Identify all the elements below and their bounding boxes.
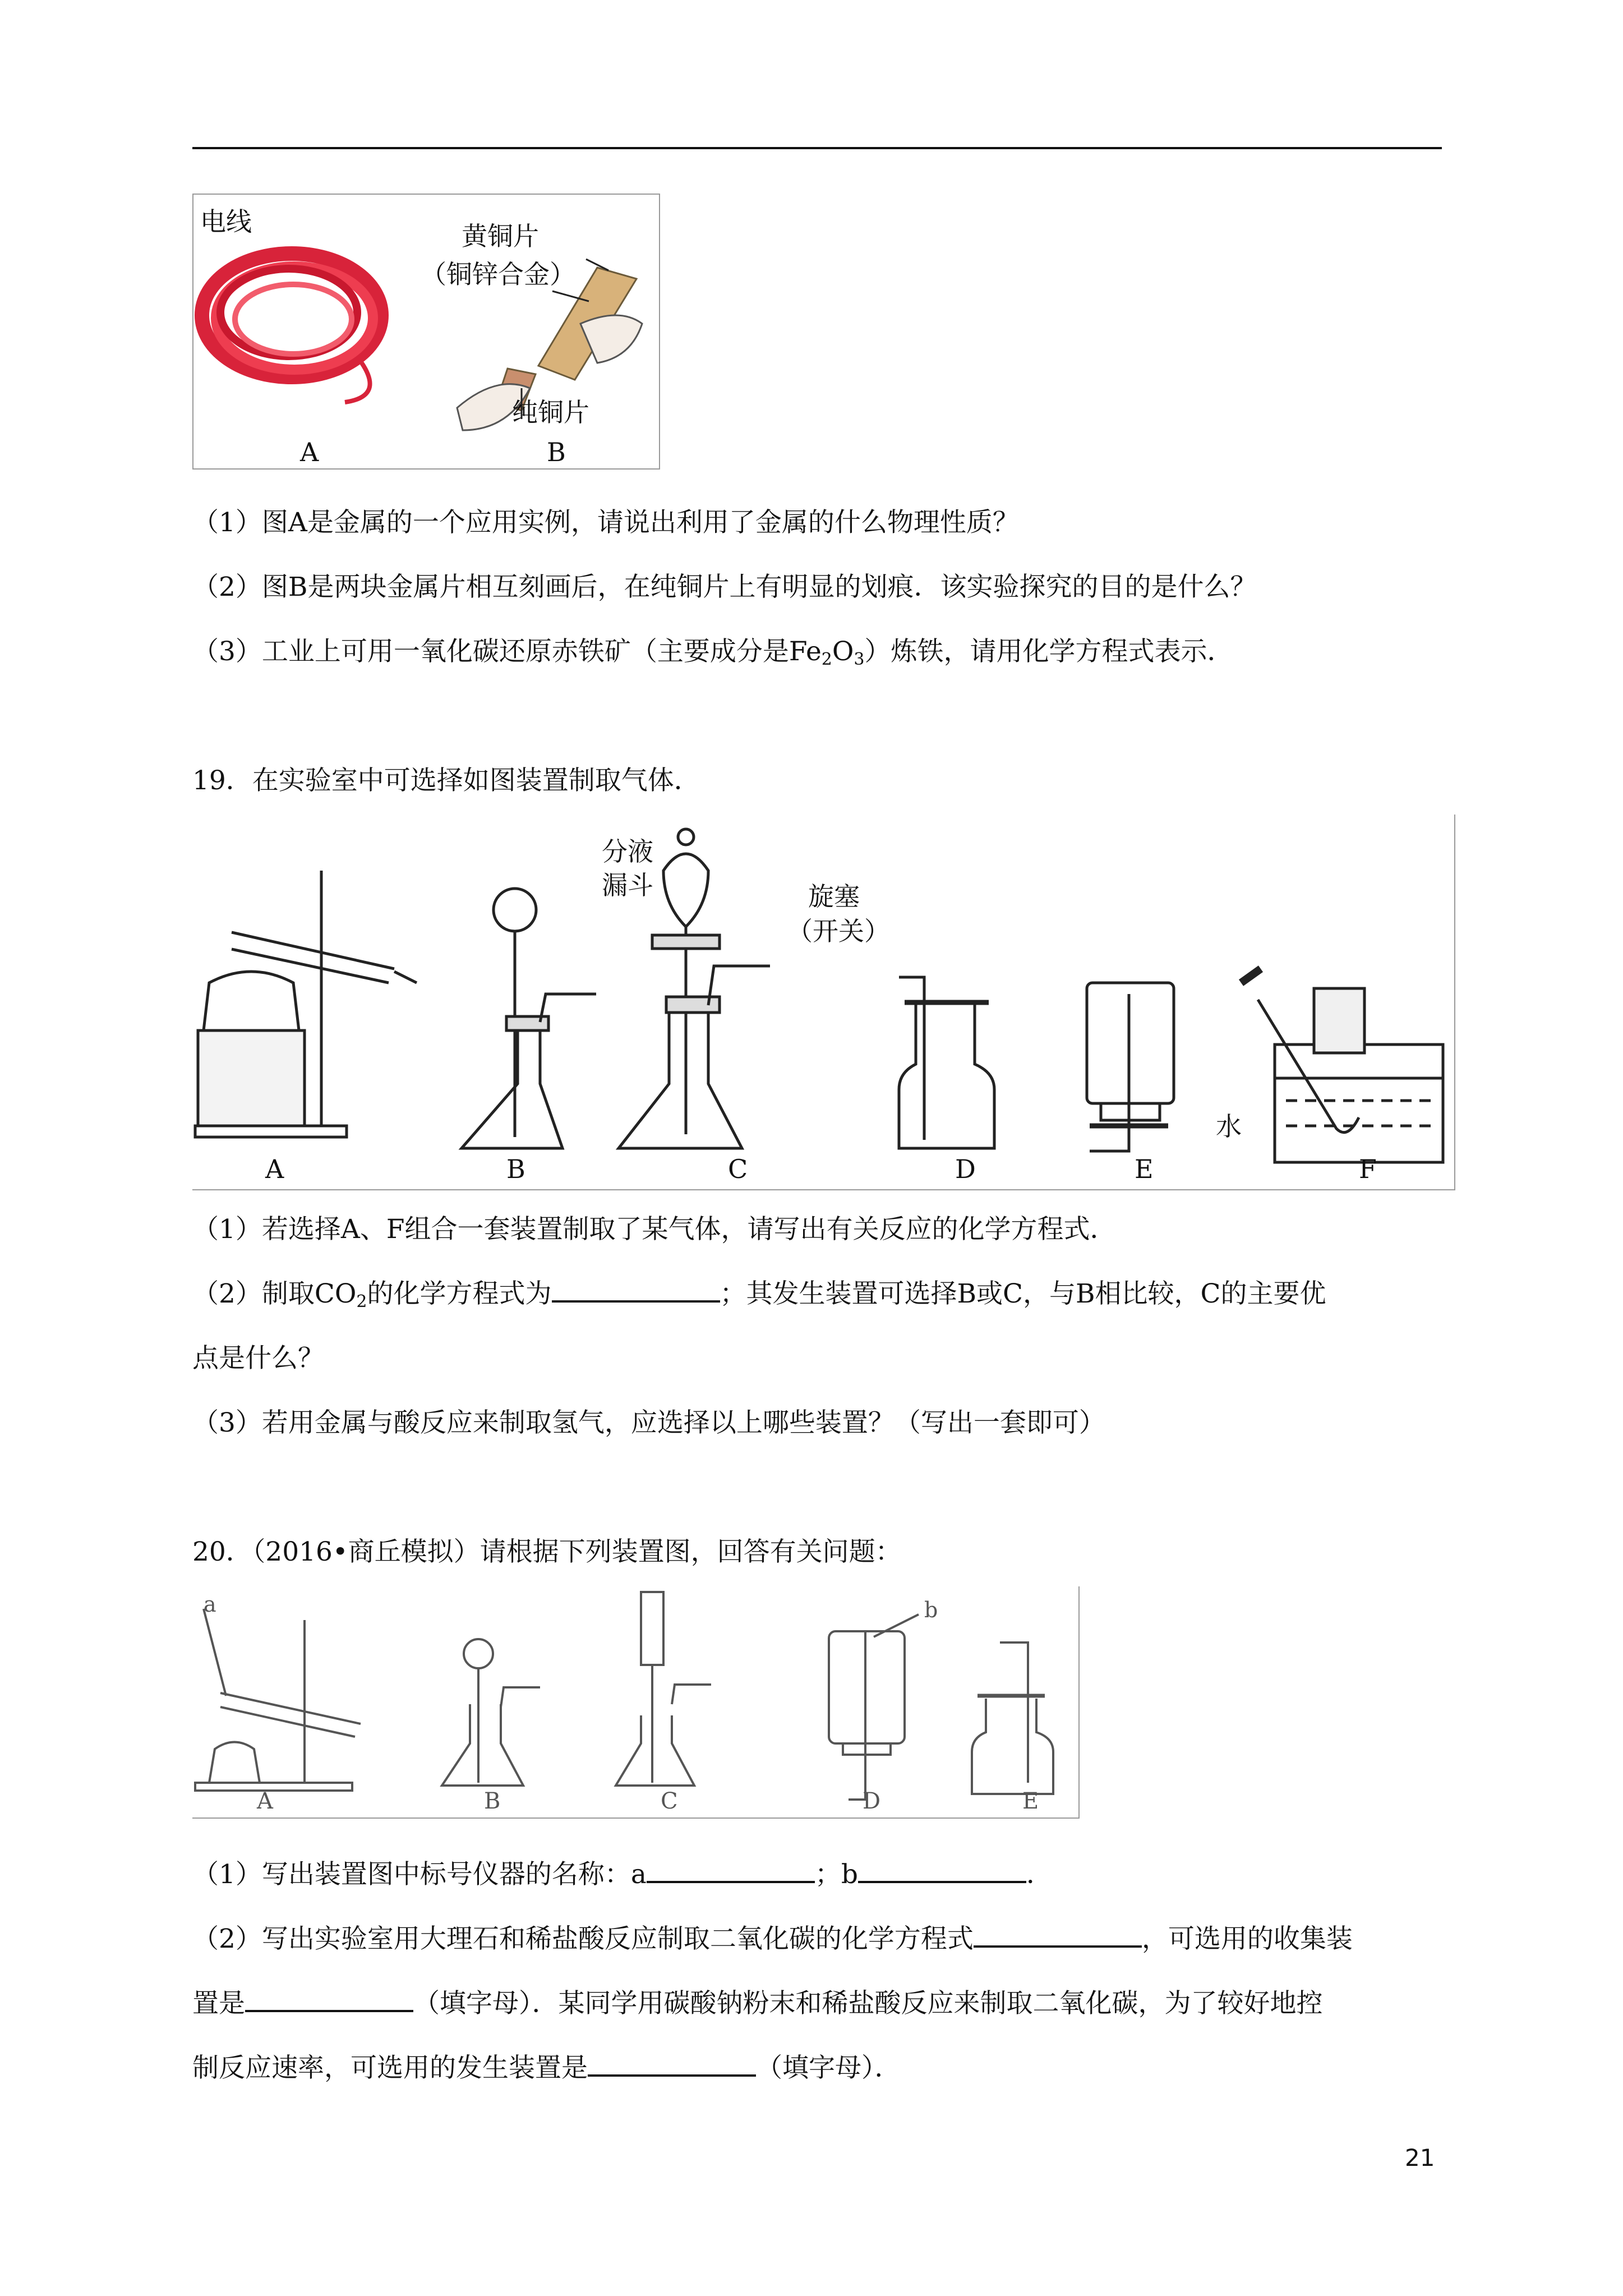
q19-part1: （1）若选择A、F组合一套装置制取了某气体，请写出有关反应的化学方程式． (192, 1214, 1117, 1245)
q20-part1-prefix: （1）写出装置图中标号仪器的名称：a (192, 1859, 647, 1890)
q19-part3: （3）若用金属与酸反应来制取氢气，应选择以上哪些装置？（写出一套即可） (192, 1407, 1105, 1438)
caption-19-c: C (728, 1154, 748, 1184)
header-rule (192, 147, 1442, 149)
label-separatory-funnel-1: 分液 (602, 836, 653, 867)
q18-part1: （1）图A是金属的一个应用实例，请说出利用了金属的什么物理性质？ (192, 507, 1019, 538)
q19-part2-prefix: （2）制取CO (192, 1278, 357, 1309)
caption-19-b: B (506, 1154, 525, 1184)
label-brass: 黄铜片 (462, 221, 539, 251)
apparatus-d-upward-air-collection (899, 977, 994, 1148)
apparatus-a-heating (195, 871, 417, 1137)
label-instrument-a: a (204, 1592, 216, 1617)
q20-part1-mid: ；b (814, 1859, 859, 1890)
q20-part2-suffix: ，可选用的收集装 (1141, 1924, 1353, 1954)
figure-metal-applications (192, 194, 660, 470)
apparatus-e-downward-air-collection (1087, 983, 1174, 1151)
q20-part2-prefix: （2）写出实验室用大理石和稀盐酸反应制取二氧化碳的化学方程式 (192, 1924, 974, 1954)
label-instrument-b: b (924, 1598, 938, 1622)
apparatus-20c-syringe (616, 1592, 711, 1786)
q20-part2-line2 (192, 1986, 1323, 2022)
q20-part2 (192, 1921, 1353, 1957)
q18-part2: （2）图B是两块金属片相互刻画后，在纯铜片上有明显的划痕．该实验探究的目的是什么？ (192, 572, 1257, 602)
label-stopcock-2: （开关） (787, 916, 890, 946)
caption-20-a: A (257, 1788, 273, 1814)
caption-20-b: B (484, 1788, 501, 1814)
apparatus-20e-bottle (972, 1642, 1053, 1794)
label-wire: 电线 (200, 206, 252, 237)
answer-blank-b[interactable] (858, 1858, 1026, 1883)
answer-blank-a[interactable] (647, 1858, 815, 1883)
q19-part2-suffix: ；其发生装置可选择B或C，与B相比较，C的主要优 (720, 1278, 1326, 1309)
q20-part2-line2-suffix: （填字母）．某同学用碳酸钠粉末和稀盐酸反应来制取二氧化碳，为了较好地控 (413, 1988, 1323, 2019)
apparatus-f-water-displacement (1241, 969, 1443, 1162)
answer-blank-collection[interactable] (245, 1987, 413, 2012)
q19-stem: 19．在实验室中可选择如图装置制取气体． (192, 765, 700, 796)
caption-19-f: F (1359, 1154, 1377, 1184)
q18-part3-sub2: 3 (854, 650, 865, 669)
apparatus-20a-heating (195, 1609, 361, 1791)
q18-part3-suffix: ）炼铁，请用化学方程式表示． (864, 636, 1234, 667)
q19-part2 (192, 1276, 1326, 1320)
label-brass-note: （铜锌合金） (421, 259, 575, 289)
q18-part3-mid: O (832, 636, 854, 667)
apparatus-20d-bottle (829, 1614, 919, 1800)
apparatus-b-flask-funnel (462, 889, 596, 1148)
caption-20-e: E (1022, 1788, 1039, 1814)
label-pure-copper: 纯铜片 (512, 397, 589, 427)
q20-part1-suffix: ． (1026, 1859, 1053, 1890)
figure-lab-apparatus-20 (192, 1586, 1080, 1819)
q20-part2-line3-suffix: （填字母）． (756, 2053, 901, 2083)
q20-part1 (192, 1857, 1053, 1893)
q18-part3-prefix: （3）工业上可用一氧化碳还原赤铁矿（主要成分是Fe (192, 636, 822, 667)
q18-part3-sub1: 2 (821, 650, 832, 669)
q20-stem: 20．（2016•商丘模拟）请根据下列装置图，回答有关问题： (192, 1536, 902, 1567)
caption-19-d: D (955, 1154, 976, 1184)
q20-part2-line3 (192, 2050, 901, 2086)
caption-b: B (547, 437, 566, 467)
page-number: 21 (1405, 2144, 1435, 2171)
caption-19-e: E (1135, 1154, 1154, 1184)
apparatus-20b-flask-funnel (442, 1639, 540, 1786)
q19-part2-sub: 2 (356, 1292, 367, 1312)
caption-a: A (300, 437, 319, 467)
red-wire-coil-image (202, 254, 381, 402)
caption-19-a: A (265, 1154, 284, 1184)
q18-part3 (192, 634, 1234, 678)
label-separatory-funnel-2: 漏斗 (602, 870, 653, 900)
q20-part2-line3-prefix: 制反应速率，可选用的发生装置是 (192, 2053, 588, 2083)
label-water: 水 (1216, 1111, 1242, 1142)
q19-part2-mid: 的化学方程式为 (367, 1278, 552, 1309)
caption-20-d: D (863, 1788, 881, 1814)
q20-part2-line2-prefix: 置是 (192, 1988, 245, 2019)
answer-blank-generator[interactable] (588, 2052, 756, 2077)
figure-gas-apparatus (192, 815, 1455, 1190)
answer-blank-co2-equation[interactable] (552, 1278, 720, 1303)
caption-20-c: C (661, 1788, 678, 1814)
label-stopcock-1: 旋塞 (808, 881, 860, 912)
answer-blank-equation[interactable] (974, 1923, 1142, 1948)
q19-part2-continued: 点是什么？ (192, 1343, 324, 1374)
